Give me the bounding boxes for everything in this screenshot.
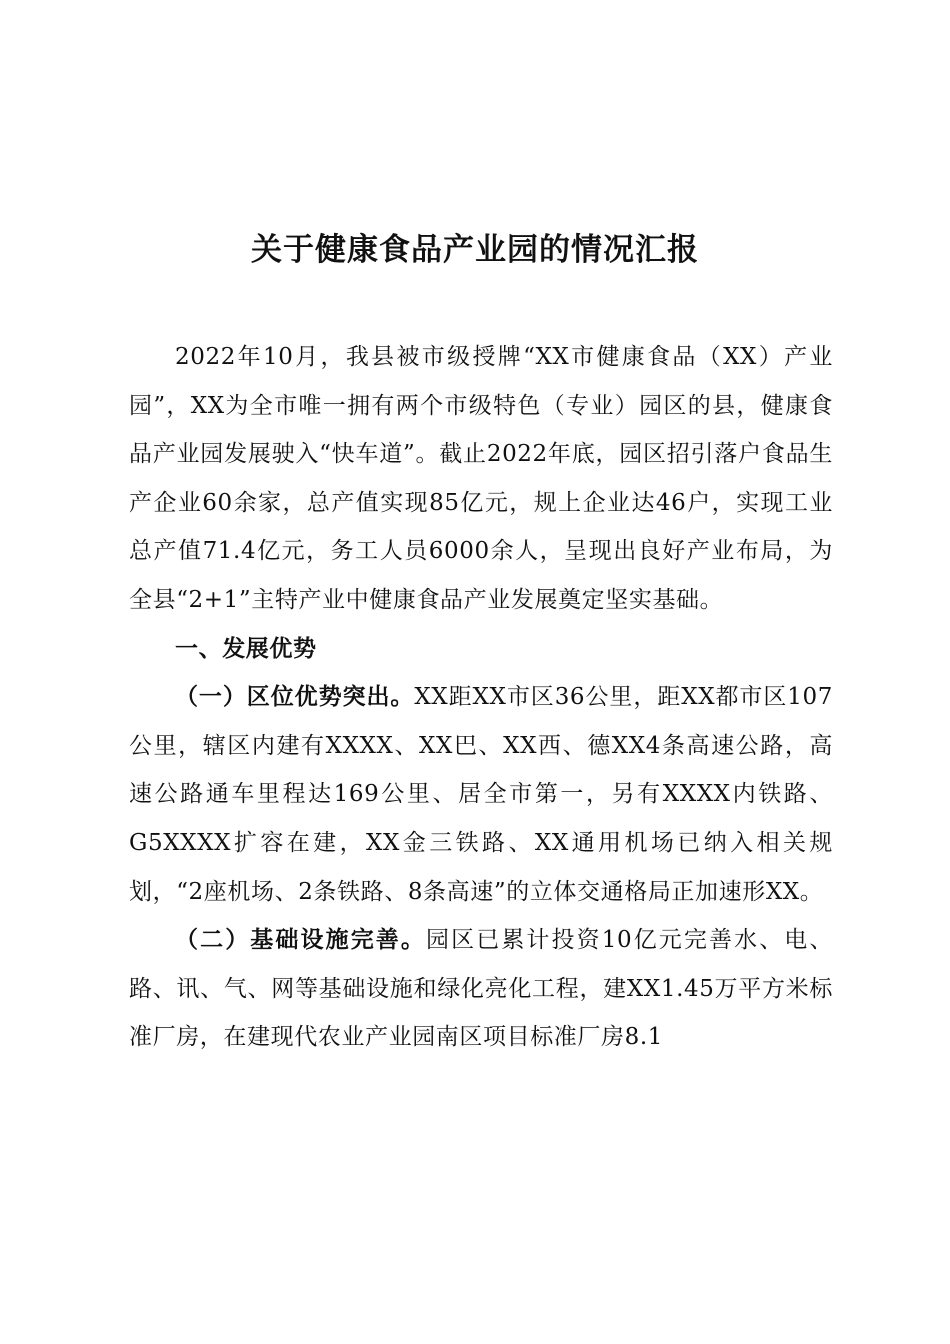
paragraph-lead: （一）区位优势突出。 xyxy=(175,683,415,711)
paragraph-location-advantage xyxy=(129,673,833,916)
section-heading: 一、发展优势 xyxy=(175,635,317,662)
intro-paragraph: 2022年10月，我县被市级授牌“XX市健康食品（XX）产业园”，XX为全市唯一拥有两个市级特色（专业）园区的县，健康食品产业园发展驶入“快车道”。截止2022年底，园区招引落户食品生产企业60余家，总产值实现85亿元，规上企业达46户，实现工业总产值71.4亿元，务工人员6000余人，呈现出良好产业布局，为全县“2+1”主特产业中健康食品产业发展奠定坚实基础。 xyxy=(129,344,833,613)
paragraph-infrastructure xyxy=(129,916,833,1062)
document-title: 关于健康食品产业园的情况汇报 xyxy=(251,232,699,268)
document-body xyxy=(129,333,833,1062)
paragraph-text: XX距XX市区36公里，距XX都市区107公里，辖区内建有XXXX、XX巴、XX西、德XX4条高速公路，高速公路通车里程达169公里、居全市第一，另有XXXX内铁路、G5XXXX扩容在建，XX金三铁路、XX通用机场已纳入相关规划，“2座机场、2条铁路、8条高速”的立体交通格局正加速形XX。 xyxy=(129,684,833,905)
paragraph-text: 园区已累计投资10亿元完善水、电、路、讯、气、网等基础设施和绿化亮化工程，建XX1.45万平方米标准厂房，在建现代农业产业园南区项目标准厂房8.1 xyxy=(129,927,834,1051)
paragraph-lead: （二）基础设施完善。 xyxy=(175,926,427,954)
